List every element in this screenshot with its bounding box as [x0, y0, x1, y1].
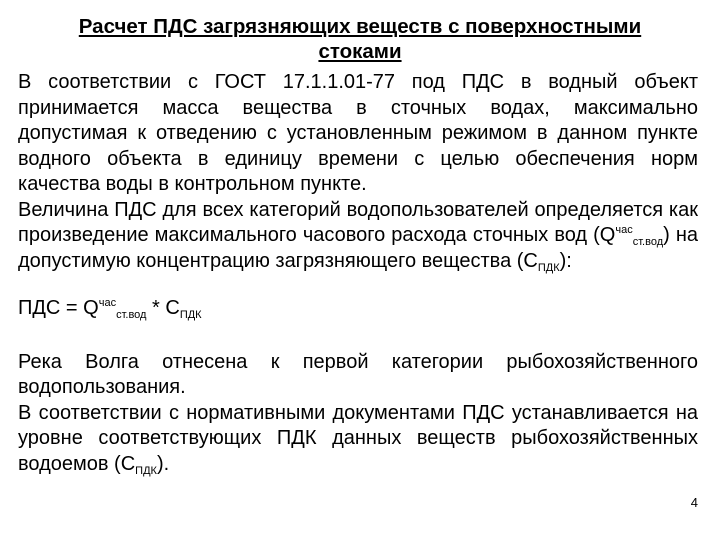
- norms-text-a: В соответствии с нормативными документами ПДС устанавливается на уровне соответствующих ПДК данных веществ рыбохозяйственных водоемов (С: [18, 401, 698, 475]
- formula-mid: * С: [146, 297, 180, 319]
- q-superscript: час: [615, 224, 633, 236]
- norms-c-subscript: ПДК: [135, 464, 157, 477]
- q-subscript: ст.вод: [632, 236, 664, 248]
- formula-c-subscript: ПДК: [179, 309, 202, 321]
- formula: [18, 296, 698, 322]
- slide-body: [18, 70, 698, 477]
- c-subscript: ПДК: [537, 261, 560, 274]
- definition-text-a: Величина ПДС для всех категорий водопользователей определяется как произведение максимального часового расхода сточных вод (Q: [18, 198, 698, 246]
- page-number: 4: [690, 495, 698, 510]
- definition-text-c: ):: [559, 249, 572, 272]
- formula-lhs: ПДС = Q: [18, 297, 99, 319]
- formula-q-subscript: ст.вод: [116, 309, 147, 321]
- paragraph-definition: [18, 198, 698, 275]
- norms-text-b: ).: [156, 452, 170, 475]
- paragraph-norms: [18, 401, 698, 478]
- formula-q-superscript: час: [98, 297, 117, 309]
- paragraph-gost: В соответствии с ГОСТ 17.1.1.01-77 под ПДС в водный объект принимается масса вещества в сточных водах, максимально допустимая к отведению с установленным режимом в данном пункте водного объекта в единицу времени с целью обеспечения норм качества воды в контрольном пункте.: [18, 71, 698, 195]
- paragraph-volga: Река Волга отнесена к первой категории рыбохозяйственного водопользования.: [18, 350, 698, 398]
- slide-title: Расчет ПДС загрязняющих веществ с поверхностными стоками: [78, 15, 642, 63]
- definition-text-b: ) на допустимую концентрацию загрязняющего вещества (С: [18, 224, 698, 272]
